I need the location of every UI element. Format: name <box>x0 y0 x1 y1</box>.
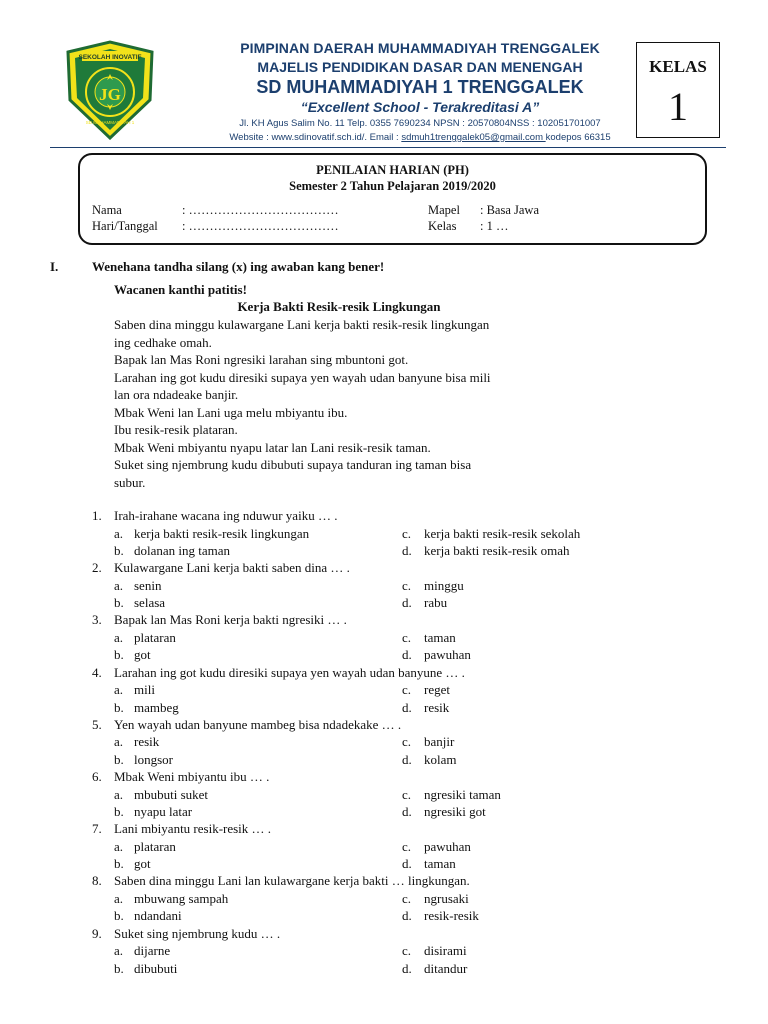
section-numeral: I. <box>50 259 59 274</box>
option-text[interactable]: disirami <box>424 943 467 959</box>
option-text[interactable]: dibubuti <box>134 960 178 976</box>
school-logo <box>60 40 160 140</box>
option-text[interactable]: nyapu latar <box>134 804 193 819</box>
reading-prompt: Wacanen kanthi patitis! <box>114 282 247 297</box>
question-text: Kulawargane Lani kerja bakti saben dina … . <box>114 560 350 576</box>
email-link[interactable]: sdmuh1trenggalek05@gmail.com <box>401 132 546 143</box>
question-number: 4. <box>92 664 102 680</box>
option-letter[interactable]: c. <box>402 786 412 802</box>
header-divider <box>50 147 726 148</box>
school-tagline: “Excellent School - Terakreditasi A” <box>300 99 540 115</box>
option-text[interactable]: ngresiki taman <box>424 786 501 802</box>
passage-line: Ibu resik-resik plataran. <box>114 422 238 437</box>
option-text[interactable]: senin <box>134 577 162 593</box>
passage-line: lan ora ndadeake banjir. <box>114 387 239 402</box>
logo-ring-text: SD MUHAMMADIYAH 1 <box>85 120 135 125</box>
question-number: 2. <box>92 560 102 576</box>
passage-line: ing cedhake omah. <box>114 334 212 350</box>
question-number: 6. <box>92 769 102 784</box>
option-text[interactable]: resik <box>424 699 450 715</box>
passage-line: Saben dina minggu kulawargane Lani kerja bakti resik-resik lingkungan <box>114 317 490 332</box>
passage-line: subur. <box>114 474 146 490</box>
option-letter[interactable]: a. <box>114 682 124 698</box>
option-text[interactable]: plataran <box>134 838 176 854</box>
class-label: KELAS <box>649 57 707 76</box>
website-text: Website : www.sdinovatif.sch.id/. Email : <box>229 132 402 143</box>
organization-name: PIMPINAN DAERAH MUHAMMADIYAH TRENGGALEK <box>240 40 600 56</box>
section-instruction: Wenehana tandha silang (x) ing awaban kang bener! <box>92 259 385 274</box>
option-letter[interactable]: c. <box>402 682 412 698</box>
option-text[interactable]: got <box>134 647 151 663</box>
option-letter[interactable]: b. <box>114 543 124 558</box>
option-letter[interactable]: b. <box>114 699 124 715</box>
option-letter[interactable]: b. <box>114 960 124 976</box>
question-text: Yen wayah udan banyune mambeg bisa ndadekake … . <box>114 716 402 732</box>
class-field-label: Kelas <box>428 219 457 233</box>
option-letter[interactable]: a. <box>114 943 124 959</box>
class-box <box>636 42 720 138</box>
option-letter[interactable]: b. <box>114 751 124 767</box>
school-name: SD MUHAMMADIYAH 1 TRENGGALEK <box>256 77 584 97</box>
option-text[interactable]: ngresiki got <box>424 804 486 819</box>
option-letter[interactable]: d. <box>402 647 412 663</box>
question-text: Mbak Weni mbiyantu ibu … . <box>114 769 270 784</box>
option-letter[interactable]: b. <box>114 856 124 872</box>
question-text: Bapak lan Mas Roni kerja bakti ngresiki … . <box>114 612 347 628</box>
option-text[interactable]: kolam <box>424 751 457 767</box>
question-text: Larahan ing got kudu diresiki supaya yen wayah udan banyune … . <box>114 664 465 680</box>
school-address: Jl. KH Agus Salim No. 11 Telp. 0355 7690234 NPSN : 20570804NSS : 102051701007 <box>239 118 601 129</box>
question-text: Suket sing njembrung kudu … . <box>114 925 281 941</box>
passage-line: Suket sing njembrung kudu dibubuti supaya tanduran ing taman bisa <box>114 457 472 472</box>
school-contact <box>160 132 680 143</box>
option-text[interactable]: ditandur <box>424 960 468 976</box>
council-name: MAJELIS PENDIDIKAN DASAR DAN MENENGAH <box>257 59 583 75</box>
option-letter[interactable]: d. <box>402 960 412 976</box>
date-field[interactable]: : ……………………………… <box>182 219 339 233</box>
option-letter[interactable]: a. <box>114 734 124 750</box>
option-text[interactable]: taman <box>424 629 456 645</box>
option-text[interactable]: ndandani <box>134 908 182 924</box>
option-text[interactable]: plataran <box>134 629 176 645</box>
option-letter[interactable]: d. <box>402 856 412 872</box>
name-label: Nama <box>92 203 122 217</box>
date-label: Hari/Tanggal <box>92 219 158 233</box>
passage-line: Mbak Weni mbiyantu nyapu latar lan Lani resik-resik taman. <box>114 439 431 455</box>
option-letter[interactable]: a. <box>114 890 124 906</box>
option-text[interactable]: ngrusaki <box>424 890 469 906</box>
option-text[interactable]: mambeg <box>134 699 179 715</box>
option-text[interactable]: minggu <box>424 577 464 593</box>
name-field[interactable]: : ……………………………… <box>182 203 339 217</box>
logo-text: SEKOLAH INOVATIF <box>78 54 142 61</box>
option-letter[interactable]: a. <box>114 786 124 802</box>
option-letter[interactable]: d. <box>402 595 412 611</box>
option-text[interactable]: kerja bakti resik-resik omah <box>424 543 570 558</box>
option-letter[interactable]: c. <box>402 577 412 593</box>
option-letter[interactable]: c. <box>402 734 412 750</box>
option-text[interactable]: dijarne <box>134 943 171 959</box>
option-text[interactable]: mbubuti suket <box>134 786 209 802</box>
svg-text:JG: JG <box>99 85 121 104</box>
question-number: 1. <box>92 508 102 523</box>
option-text[interactable]: pawuhan <box>424 838 471 854</box>
option-text[interactable]: got <box>134 856 151 872</box>
option-text[interactable]: kerja bakti resik-resik lingkungan <box>134 525 310 541</box>
question-text: Saben dina minggu Lani lan kulawargane kerja bakti … lingkungan. <box>114 873 470 889</box>
assessment-semester: Semester 2 Tahun Pelajaran 2019/2020 <box>289 179 496 193</box>
option-text[interactable]: pawuhan <box>424 647 471 663</box>
option-text[interactable]: resik-resik <box>424 908 479 924</box>
option-letter[interactable]: a. <box>114 838 124 854</box>
postcode-text: kodepos 66315 <box>545 132 611 143</box>
option-text[interactable]: resik <box>134 734 160 750</box>
passage-line: Larahan ing got kudu diresiki supaya yen wayah udan banyune bisa mili <box>114 369 491 385</box>
question-number: 7. <box>92 821 102 837</box>
class-number: 1 <box>668 84 688 129</box>
option-letter[interactable]: d. <box>402 804 412 819</box>
option-text[interactable]: banjir <box>424 734 455 750</box>
option-text[interactable]: mili <box>134 682 155 698</box>
option-letter[interactable]: c. <box>402 525 412 541</box>
assessment-title: PENILAIAN HARIAN (PH) <box>316 163 469 177</box>
option-letter[interactable]: d. <box>402 908 412 924</box>
option-letter[interactable]: a. <box>114 525 124 541</box>
question-number: 5. <box>92 716 102 732</box>
option-letter[interactable]: a. <box>114 629 124 645</box>
question-number: 3. <box>92 612 102 628</box>
class-field-value: : 1 … <box>480 219 509 233</box>
option-letter[interactable]: c. <box>402 838 412 854</box>
option-letter[interactable]: b. <box>114 804 124 819</box>
option-letter[interactable]: a. <box>114 577 124 593</box>
option-letter[interactable]: c. <box>402 943 412 959</box>
question-text: Irah-irahane wacana ing nduwur yaiku … . <box>114 508 338 523</box>
option-text[interactable]: reget <box>424 682 450 698</box>
option-text[interactable]: selasa <box>134 595 166 611</box>
option-letter[interactable]: c. <box>402 890 412 906</box>
option-letter[interactable]: d. <box>402 543 412 558</box>
option-letter[interactable]: d. <box>402 751 412 767</box>
reading-title: Kerja Bakti Resik-resik Lingkungan <box>237 299 441 314</box>
option-letter[interactable]: b. <box>114 908 124 924</box>
question-number: 8. <box>92 873 102 889</box>
option-letter[interactable]: d. <box>402 699 412 715</box>
question-text: Lani mbiyantu resik-resik … . <box>114 821 272 837</box>
option-text[interactable]: mbuwang sampah <box>134 890 229 906</box>
option-text[interactable]: rabu <box>424 595 448 611</box>
option-letter[interactable]: b. <box>114 595 124 611</box>
option-letter[interactable]: b. <box>114 647 124 663</box>
option-text[interactable]: taman <box>424 856 456 872</box>
option-text[interactable]: kerja bakti resik-resik sekolah <box>424 525 581 541</box>
subject-label: Mapel <box>428 203 460 217</box>
subject-value: : Basa Jawa <box>480 203 540 217</box>
passage-line: Bapak lan Mas Roni ngresiki larahan sing mbuntoni got. <box>114 352 409 367</box>
option-letter[interactable]: c. <box>402 629 412 645</box>
passage-line: Mbak Weni lan Lani uga melu mbiyantu ibu. <box>114 404 348 420</box>
option-text[interactable]: dolanan ing taman <box>134 543 231 558</box>
option-text[interactable]: longsor <box>134 751 173 767</box>
question-number: 9. <box>92 925 102 941</box>
